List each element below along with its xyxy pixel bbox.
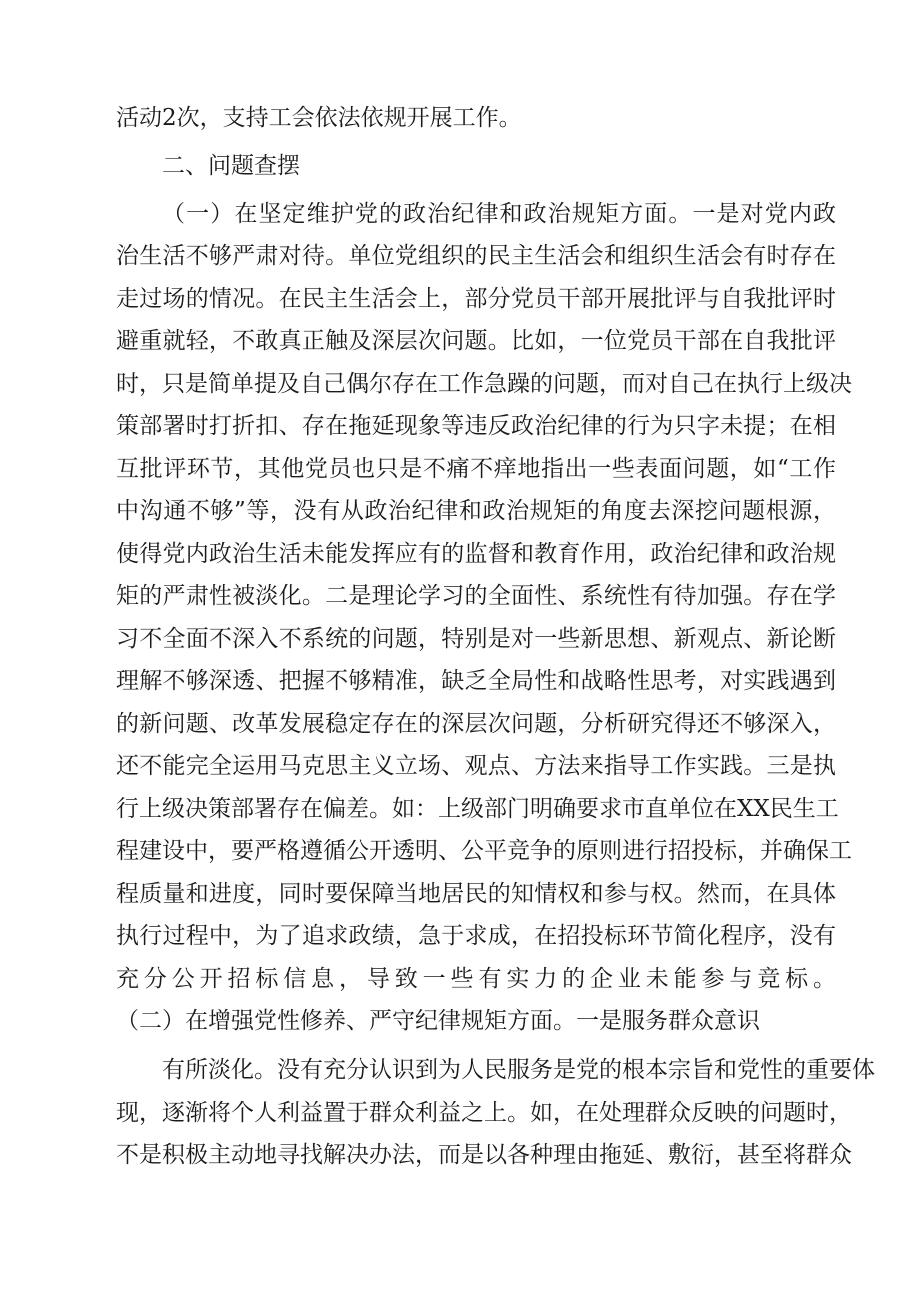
paragraph-line: 行上级决策部署存在偏差。如：上级部门明确要求市直单位在XX民生工 (116, 796, 839, 822)
paragraph-line: 的新问题、改革发展稳定存在的深层次问题，分析研究得还不够深入， (116, 711, 836, 737)
paragraph-line: 矩的严肃性被淡化。二是理论学习的全面性、系统性有待加强。存在学 (116, 583, 836, 609)
paragraph-line: 时，只是简单提及自己偶尔存在工作急躁的问题，而对自己在执行上级决 (116, 371, 852, 397)
paragraph-line: 有所淡化。没有充分认识到为人民服务是党的根本宗旨和党性的重要体 (162, 1057, 875, 1083)
paragraph-line: 治生活不够严肃对待。单位党组织的民主生活会和组织生活会有时存在 (116, 243, 836, 269)
paragraph-line: 执行过程中，为了追求政绩，急于求成，在招投标环节简化程序，没有 (116, 923, 836, 949)
paragraph-line: 程质量和进度，同时要保障当地居民的知情权和参与权。然而，在具体 (116, 881, 836, 907)
paragraph-line: 不是积极主动地寻找解决办法，而是以各种理由拖延、敷衍，甚至将群众 (116, 1142, 852, 1168)
paragraph-line (116, 1178, 836, 1218)
paragraph-line: 现，逐渐将个人利益置于群众利益之上。如，在处理群众反映的问题时， (116, 1100, 852, 1126)
paragraph-line: 策部署时打折扣、存在拖延现象等违反政治纪律的行为只字未提；在相 (116, 413, 836, 439)
paragraph-line: 习不全面不深入不系统的问题，特别是对一些新思想、新观点、新论断 (116, 626, 836, 652)
paragraph-line: 还不能完全运用马克思主义立场、观点、方法来指导工作实践。三是执 (116, 753, 836, 779)
paragraph-line: 互批评环节，其他党员也只是不痛不痒地指出一些表面问题，如“工作 (116, 456, 836, 482)
paragraph-line: 程建设中，要严格遵循公开透明、公平竞争的原则进行招投标，并确保工 (116, 838, 852, 864)
paragraph-line: 使得党内政治生活未能发挥应有的监督和教育作用，政治纪律和政治规 (116, 541, 836, 567)
paragraph-line: 走过场的情况。在民主生活会上，部分党员干部开展批评与自我批评时 (116, 286, 836, 312)
paragraph-line: 中沟通不够”等，没有从政治纪律和政治规矩的角度去深挖问题根源， (116, 498, 836, 524)
paragraph-line: （二）在增强党性修养、严守纪律规矩方面。一是服务群众意识 (116, 1008, 760, 1034)
paragraph-line: （一）在坚定维护党的政治纪律和政治规矩方面。一是对党内政 (162, 201, 836, 227)
section-heading: 二、问题查摆 (162, 153, 300, 179)
paragraph-line: 活动2次，支持工会依法依规开展工作。 (116, 105, 522, 131)
paragraph-line: 避重就轻，不敢真正触及深层次问题。比如，一位党员干部在自我批评 (116, 328, 836, 354)
paragraph-line: 理解不够深透、把握不够精准，缺乏全局性和战略性思考，对实践遇到 (116, 668, 836, 694)
paragraph-line: 充分公开招标信息，导致一些有实力的企业未能参与竞标。 (116, 966, 836, 992)
